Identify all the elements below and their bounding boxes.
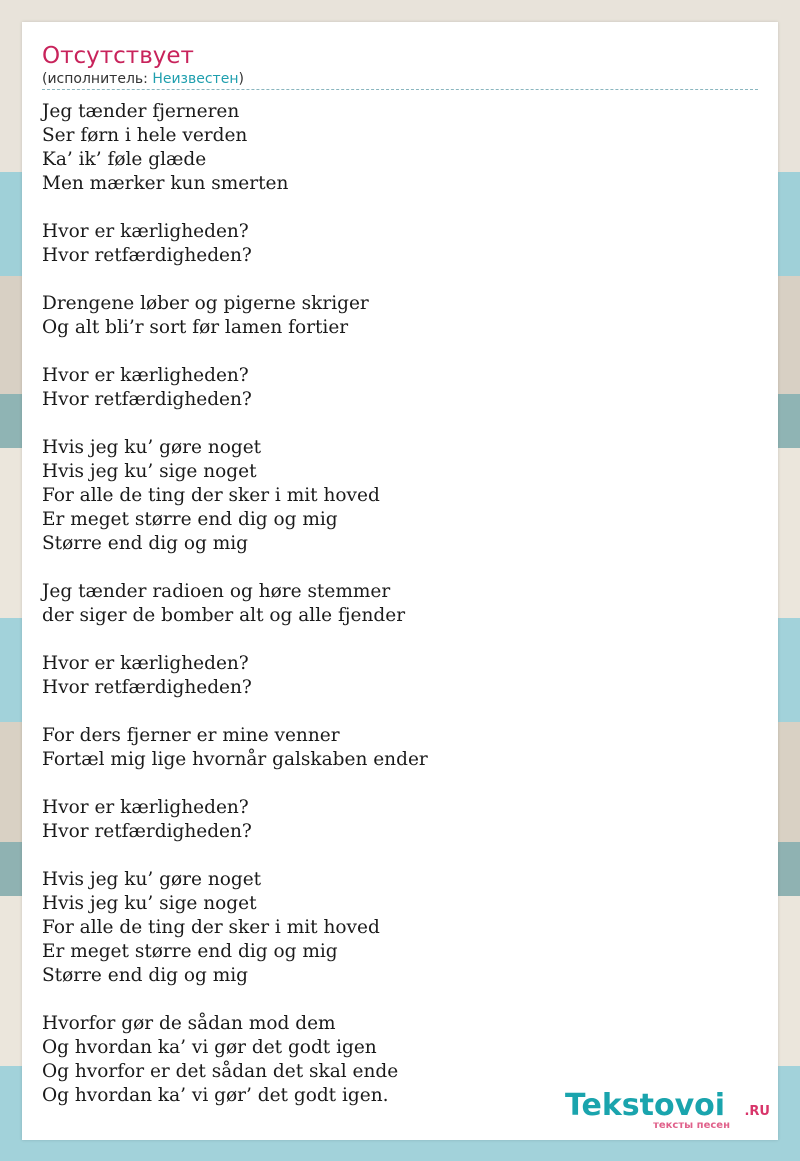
lyric-line: Jeg tænder fjerneren (42, 101, 240, 122)
logo-wordmark: Tekstovoi (565, 1088, 726, 1123)
artist-prefix: (исполнитель: (42, 71, 153, 87)
lyrics-text (42, 100, 428, 1108)
lyric-line: der siger de bomber alt og alle fjender (42, 605, 406, 626)
lyric-line: Er meget større end dig og mig (42, 509, 338, 530)
lyric-line: Hvor retfærdigheden? (42, 389, 252, 410)
lyric-line: Men mærker kun smerten (42, 173, 289, 194)
lyric-line: Er meget større end dig og mig (42, 941, 338, 962)
song-title: Отсутствует (42, 43, 194, 69)
lyric-line: Ka’ ik’ føle glæde (42, 149, 207, 170)
lyric-line: Og hvordan ka’ vi gør’ det godt igen. (42, 1085, 389, 1106)
lyric-line: Hvor er kærligheden? (42, 653, 249, 674)
lyric-line: Hvor retfærdigheden? (42, 245, 252, 266)
stanza-gap (42, 988, 428, 1012)
lyric-line: Hvorfor gør de sådan mod dem (42, 1013, 336, 1034)
lyric-line: Hvor er kærligheden? (42, 797, 249, 818)
lyric-line: Hvis jeg ku’ gøre noget (42, 869, 262, 890)
lyric-line: Hvor er kærligheden? (42, 365, 249, 386)
lyric-line: Hvis jeg ku’ gøre noget (42, 437, 262, 458)
stanza-gap (42, 844, 428, 868)
lyric-line: Og hvordan ka’ vi gør det godt igen (42, 1037, 377, 1058)
header-divider (42, 89, 758, 90)
lyric-line: Fortæl mig lige hvornår galskaben ender (42, 749, 428, 770)
logo-tagline: тексты песен (653, 1120, 730, 1131)
lyric-line: For ders fjerner er mine venner (42, 725, 340, 746)
stanza-gap (42, 268, 428, 292)
stanza-gap (42, 772, 428, 796)
stanza-gap (42, 556, 428, 580)
lyric-line: Hvor er kærligheden? (42, 221, 249, 242)
lyrics-card (22, 22, 778, 1140)
lyric-line: Hvor retfærdigheden? (42, 821, 252, 842)
lyric-line: Hvor retfærdigheden? (42, 677, 252, 698)
stanza-gap (42, 700, 428, 724)
artist-suffix: ) (238, 71, 244, 87)
lyric-line: Større end dig og mig (42, 533, 248, 554)
lyric-line: Hvis jeg ku’ sige noget (42, 893, 257, 914)
artist-link[interactable]: Неизвестен (152, 71, 239, 87)
stanza-gap (42, 340, 428, 364)
stanza-gap (42, 412, 428, 436)
stanza-gap (42, 196, 428, 220)
lyric-line: Drengene løber og pigerne skriger (42, 293, 369, 314)
logo-tld: .RU (744, 1104, 770, 1119)
lyric-line: Og alt bli’r sort før lamen fortier (42, 317, 349, 338)
lyric-line: Ser førn i hele verden (42, 125, 248, 146)
lyric-line: Jeg tænder radioen og høre stemmer (42, 581, 391, 602)
song-header (42, 42, 758, 88)
lyric-line: Større end dig og mig (42, 965, 248, 986)
site-logo[interactable] (565, 1090, 770, 1132)
artist-line (42, 70, 758, 88)
lyric-line: For alle de ting der sker i mit hoved (42, 485, 380, 506)
lyric-line: Og hvorfor er det sådan det skal ende (42, 1061, 399, 1082)
stanza-gap (42, 628, 428, 652)
lyric-line: For alle de ting der sker i mit hoved (42, 917, 380, 938)
lyric-line: Hvis jeg ku’ sige noget (42, 461, 257, 482)
